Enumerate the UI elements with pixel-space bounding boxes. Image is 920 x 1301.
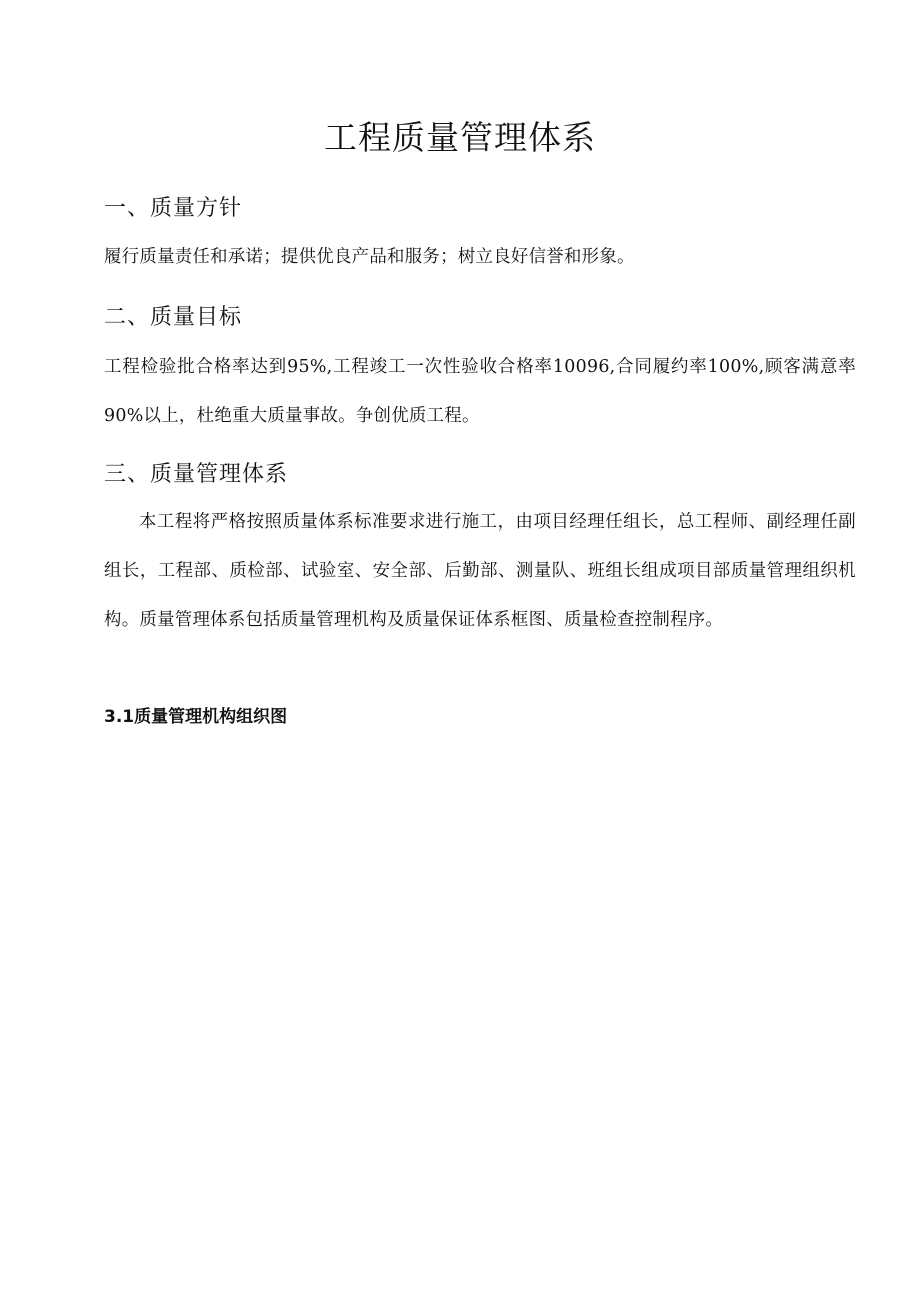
section-heading-quality-policy: 一、质量方针 — [104, 196, 243, 221]
section-heading-quality-management-system: 三、质量管理体系 — [104, 462, 289, 487]
quality-policy-text: 履行质量责任和承诺；提供优良产品和服务；树立良好信誉和形象。 — [104, 247, 635, 267]
document-title: 工程质量管理体系 — [324, 118, 596, 157]
subsection-heading-org-chart: 3.1质量管理机构组织图 — [104, 707, 288, 727]
org-chart-placeholder — [104, 740, 856, 1220]
section-heading-quality-objectives: 二、质量目标 — [104, 305, 243, 330]
quality-objectives-text: 工程检验批合格率达到95%,工程竣工一次性验收合格率10096,合同履约率100%,顾客满意率90%以上，杜绝重大质量事故。争创优质工程。 — [104, 357, 856, 426]
quality-management-system-text: 本工程将严格按照质量体系标准要求进行施工，由项目经理任组长，总工程师、副经理任副组长，工程部、质检部、试验室、安全部、后勤部、测量队、班组长组成项目部质量管理组织机构。质量管理体系包括质量管理机构及质量保证体系框图、质量检查控制程序。 — [104, 512, 856, 630]
